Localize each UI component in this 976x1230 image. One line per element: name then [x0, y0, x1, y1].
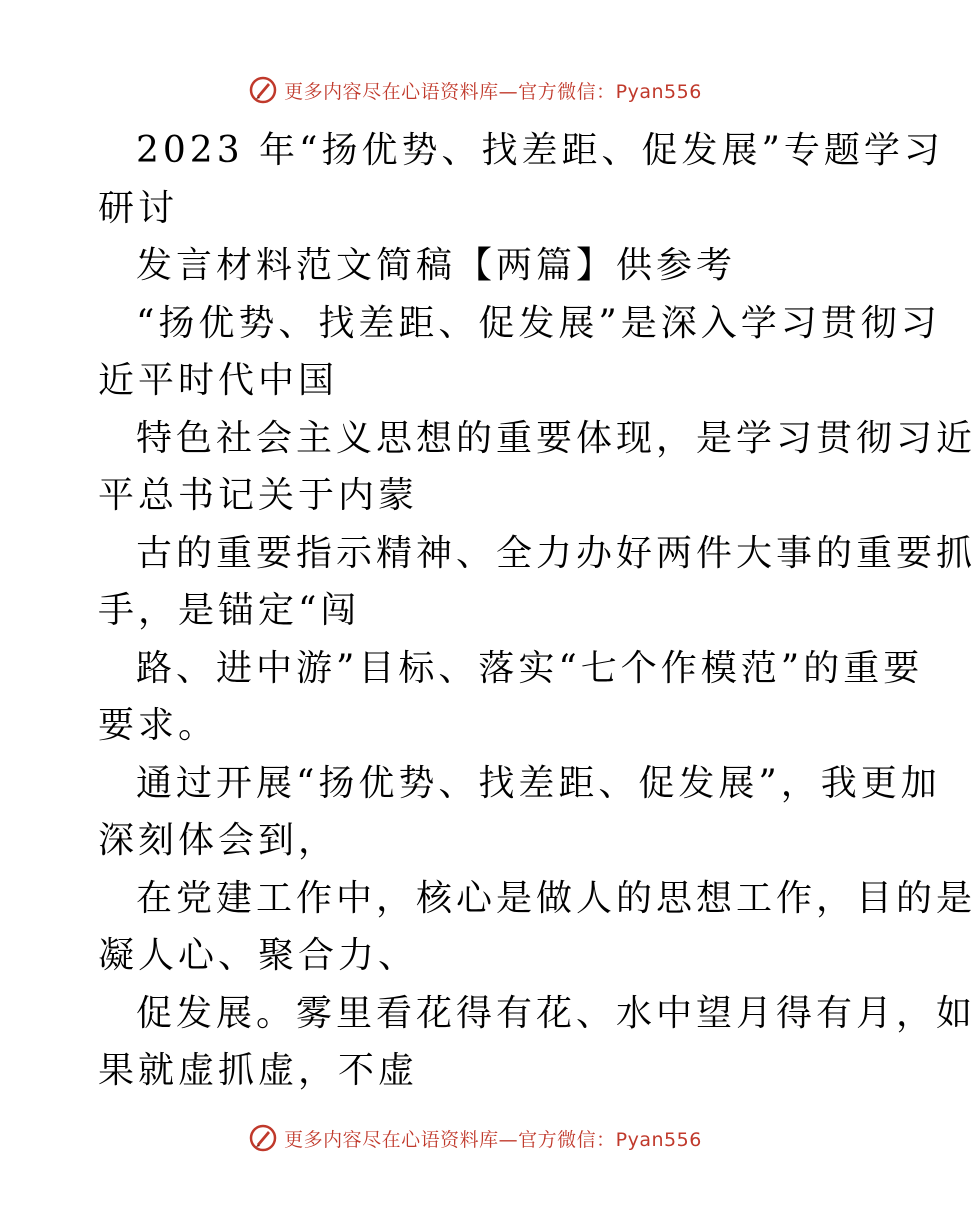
text-line: 手，是锚定“闯 [98, 590, 361, 631]
text-line: 果就虚抓虚，不虚 [98, 1050, 419, 1091]
text-line: 深刻体会到， [98, 820, 339, 861]
document-body [98, 122, 976, 1100]
quill-logo-icon [248, 1123, 278, 1153]
footer-banner [0, 1118, 950, 1158]
banner-text: 更多内容尽在心语资料库—官方微信：Pyan556 [284, 80, 702, 103]
text-line: 通过开展“扬优势、找差距、促发展”，我更加 [136, 762, 941, 804]
banner-text: 更多内容尽在心语资料库—官方微信：Pyan556 [284, 1128, 702, 1151]
text-line: 路、进中游”目标、落实“七个作模范”的重要 [136, 647, 924, 689]
text-line: 促发展。雾里看花得有花、水中望月得有月，如 [136, 992, 976, 1034]
text-line: 要求。 [98, 705, 219, 746]
text-line: 古的重要指示精神、全力办好两件大事的重要抓 [136, 532, 976, 574]
text-line: 特色社会主义思想的重要体现，是学习贯彻习近 [136, 417, 976, 459]
text-line: 研讨 [98, 187, 179, 229]
text-line: 在党建工作中，核心是做人的思想工作，目的是 [136, 877, 976, 919]
quill-logo-icon [248, 75, 278, 105]
text-line: 近平时代中国 [98, 360, 339, 401]
text-line: 2023 年“扬优势、找差距、促发展”专题学习 [136, 130, 944, 171]
text-line: “扬优势、找差距、促发展”是深入学习贯彻习 [136, 302, 941, 344]
text-line: 发言材料范文简稿【两篇】供参考 [136, 245, 737, 286]
text-line: 平总书记关于内蒙 [98, 475, 419, 516]
header-banner [0, 70, 950, 110]
text-line: 凝人心、聚合力、 [98, 935, 419, 976]
